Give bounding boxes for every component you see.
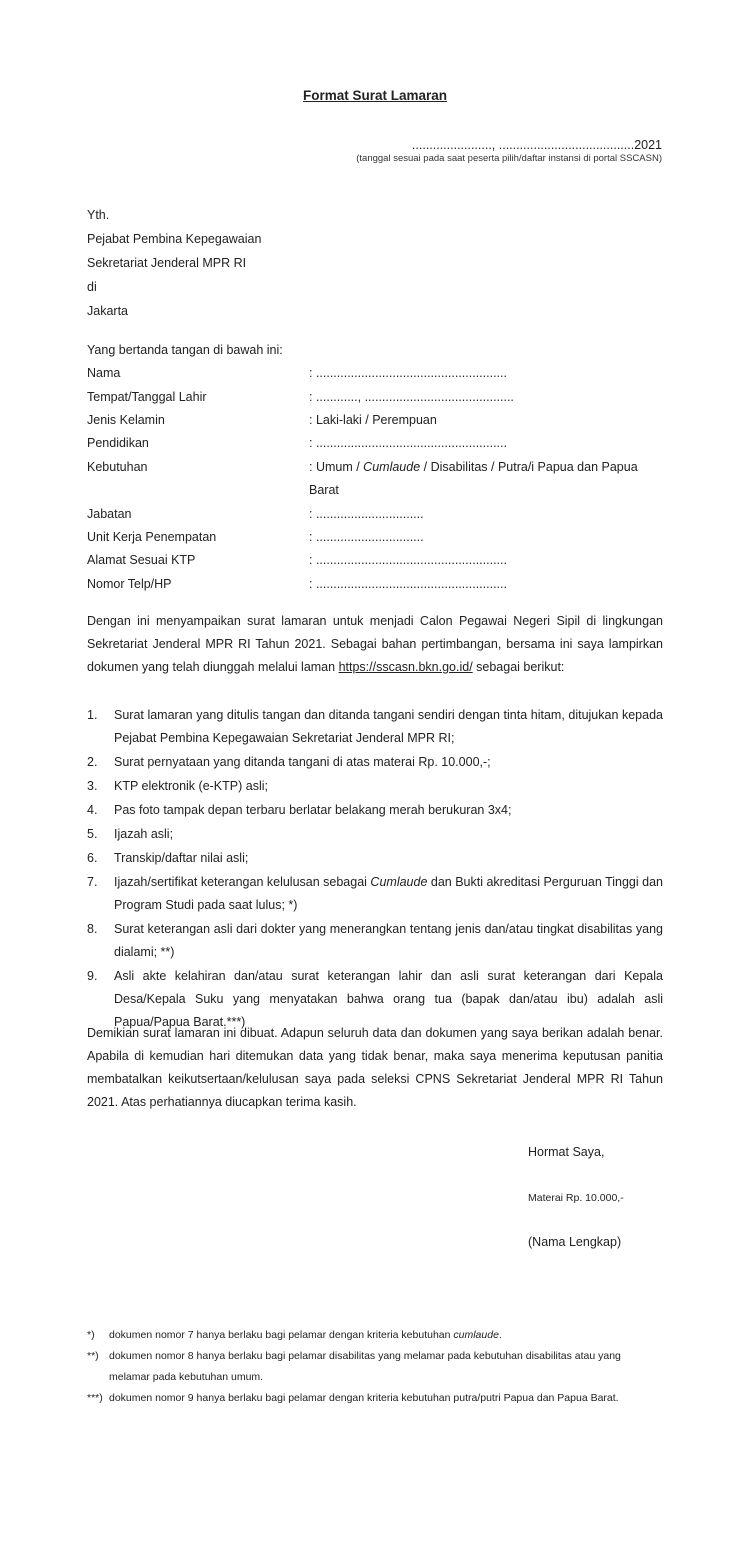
field-label: Nama (87, 366, 121, 380)
footnote: **) dokumen nomor 8 hanya berlaku bagi pelamar disabilitas yang melamar pada kebutuhan disabilitas atau yang melamar pada kebutuhan umum. (87, 1350, 621, 1383)
opening-paragraph: Dengan ini menyampaikan surat lamaran untuk menjadi Calon Pegawai Negeri Sipil di lingkungan Sekretariat Jenderal MPR RI Tahun 2021. Sebagai bahan pertimbangan, bersama ini saya lampirkan dokumen yang telah diunggah melalui laman https://sscasn.bkn.go.id/ sebagai berikut: (87, 614, 663, 674)
field-label: Alamat Sesuai KTP (87, 553, 196, 567)
field-value: : ............, ........................................... (309, 390, 514, 404)
address-line: Yth. (87, 208, 110, 222)
footnotes (87, 1325, 663, 1409)
signature-name: (Nama Lengkap) (528, 1235, 622, 1249)
attachment-list (87, 704, 663, 1035)
date-note: (tanggal sesuai pada saat peserta pilih/daftar instansi di portal SSCASN) (356, 153, 662, 164)
field-value: : ............................... (309, 507, 424, 521)
field-value: : ....................................................... (309, 553, 507, 567)
field-value: : ....................................................... (309, 436, 507, 450)
list-item: 5. Ijazah asli; (87, 827, 174, 841)
list-item: 6. Transkip/daftar nilai asli; (87, 851, 249, 865)
sscasn-link[interactable]: https://sscasn.bkn.go.id/ (338, 660, 473, 674)
field-label: Jenis Kelamin (87, 413, 165, 427)
field-label: Pendidikan (87, 436, 149, 450)
list-item: 9. Asli akte kelahiran dan/atau surat keterangan lahir dan asli surat keterangan dari Kepala Desa/Kepala Suku yang menyatakan bahwa orang tua (bapak dan/atau ibu) adalah asli Papua/Papua Barat.***) (87, 969, 663, 1029)
intro-line: Yang bertanda tangan di bawah ini: (87, 343, 283, 357)
closing-paragraph: Demikian surat lamaran ini dibuat. Adapun seluruh data dan dokumen yang saya berikan adalah benar. Apabila di kemudian hari ditemukan data yang tidak benar, maka saya menerima keputusan panitia membatalkan keikutsertaan/kelulusan saya pada seleksi CPNS Sekretariat Jenderal MPR RI Tahun 2021. Atas perhatiannya diucapkan terima kasih. (87, 1026, 663, 1109)
address-line: di (87, 280, 97, 294)
list-item: 4. Pas foto tampak depan terbaru berlatar belakang merah berukuran 3x4; (87, 803, 512, 817)
recipient-address (87, 203, 261, 323)
footnote: *) dokumen nomor 7 hanya berlaku bagi pelamar dengan kriteria kebutuhan cumlaude. (87, 1329, 502, 1341)
address-line: Sekretariat Jenderal MPR RI (87, 256, 247, 270)
page-title: Format Surat Lamaran (302, 88, 448, 103)
signature-greeting: Hormat Saya, (528, 1145, 605, 1159)
field-value: : Umum / Cumlaude / Disabilitas / Putra/i Papua dan Papua Barat (309, 460, 638, 497)
field-label: Nomor Telp/HP (87, 577, 172, 591)
field-label: Unit Kerja Penempatan (87, 530, 217, 544)
signature-stamp: Materai Rp. 10.000,- (528, 1192, 624, 1204)
field-label: Tempat/Tanggal Lahir (87, 390, 207, 404)
list-item: 1. Surat lamaran yang ditulis tangan dan ditanda tangani sendiri dengan tinta hitam, ditujukan kepada Pejabat Pembina Kepegawaian Sekretariat Jenderal MPR RI; (87, 708, 663, 745)
address-line: Jakarta (87, 304, 128, 318)
address-line: Pejabat Pembina Kepegawaian (87, 232, 262, 246)
field-value: : ............................... (309, 530, 424, 544)
date-block (356, 138, 662, 164)
footnote: ***) dokumen nomor 9 hanya berlaku bagi pelamar dengan kriteria kebutuhan putra/putri Papua dan Papua Barat. (87, 1392, 619, 1404)
field-value: : Laki-laki / Perempuan (309, 413, 437, 427)
field-label: Jabatan (87, 507, 132, 521)
field-value: : ....................................................... (309, 577, 507, 591)
date-line: ......................., .......................................2021 (411, 138, 662, 152)
field-value: : ....................................................... (309, 366, 507, 380)
list-item: 3. KTP elektronik (e-KTP) asli; (87, 779, 268, 793)
list-item: 8. Surat keterangan asli dari dokter yang menerangkan tentang jenis dan/atau tingkat disabilitas yang dialami; **) (87, 922, 663, 959)
field-label: Kebutuhan (87, 460, 148, 474)
list-item: 2. Surat pernyataan yang ditanda tangani di atas materai Rp. 10.000,-; (87, 755, 491, 769)
list-item: 7. Ijazah/sertifikat keterangan kelulusan sebagai Cumlaude dan Bukti akreditasi Perguruan Tinggi dan Program Studi pada saat lulus; *) (87, 875, 663, 912)
